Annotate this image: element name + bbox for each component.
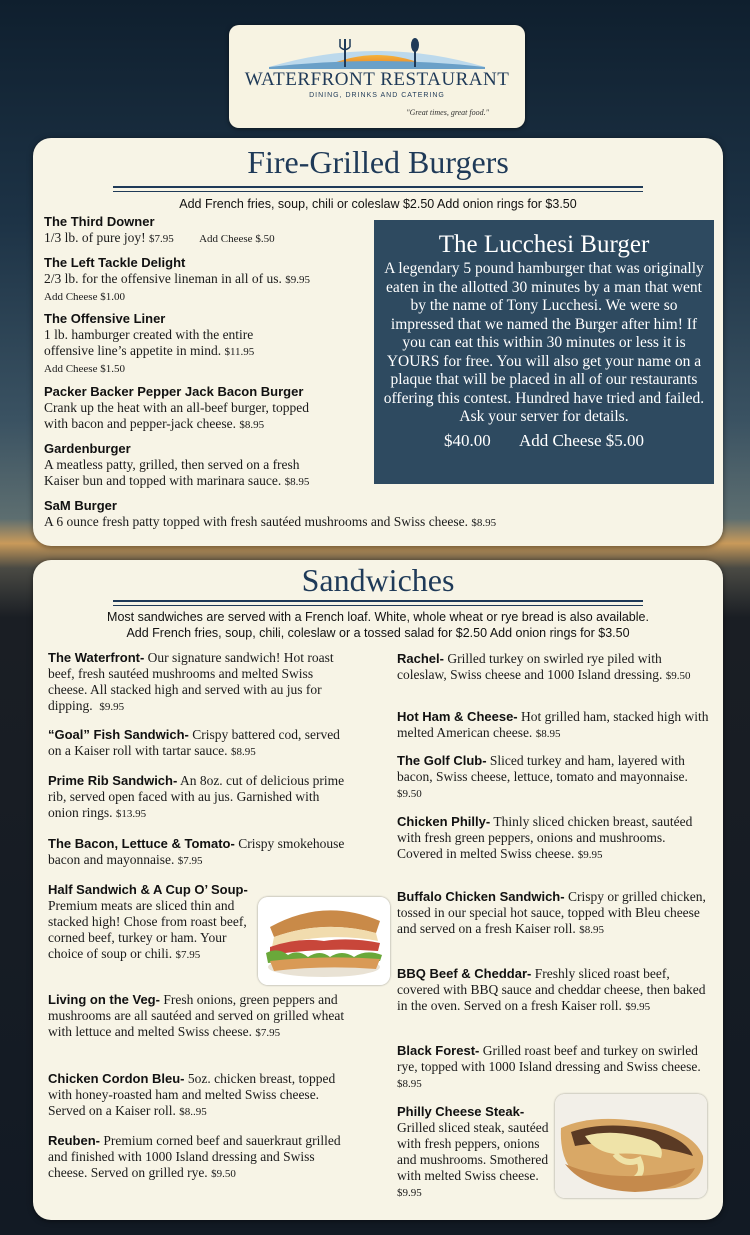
item-name: Chicken Cordon Bleu- <box>48 1071 185 1086</box>
menu-item <box>397 1104 555 1201</box>
item-name: Half Sandwich & A Cup O’ Soup- <box>48 882 248 897</box>
burgers-note: Add French fries, soup, chili or coleslaw $2.50 Add onion rings for $3.50 <box>179 197 577 211</box>
item-desc: Thinly sliced chicken breast, sautéed with fresh green peppers, onions and mushrooms. Covered in melted Swiss cheese. <box>397 814 693 861</box>
item-desc: Fresh onions, green peppers and mushrooms are all sautéed and served on grilled wheat with lettuce and melted Swiss cheese. <box>48 992 345 1039</box>
menu-item <box>44 441 374 490</box>
menu-item <box>397 1043 709 1092</box>
item-price: $9.95 <box>99 701 125 713</box>
menu-item <box>44 384 374 433</box>
item-name: Prime Rib Sandwich- <box>48 773 178 788</box>
menu-item <box>397 966 709 1015</box>
item-price: $11.95 <box>224 346 255 358</box>
blt-sandwich-image <box>258 897 390 985</box>
special-description: A legendary 5 pound hamburger that was originally eaten in the allotted 30 minutes by a man that went by the name of Tony Lucchesi. We were so impressed that we named the Burger after him! If you can eat this within 30 minutes or less it is YOURS for free. You will also get your name on a plaque that will be placed in all of our restaurants offering this contest. Hundred have tried and failed. Ask your server for details. <box>383 260 705 425</box>
item-desc: Grilled roast beef and turkey on swirled rye, topped with 1000 Island dressing and Swiss cheese. <box>397 1043 701 1074</box>
item-extra: Add Cheese $.50 <box>199 233 275 245</box>
item-name: Rachel- <box>397 651 444 666</box>
logo-tagline: "Great times, great food." <box>406 108 489 117</box>
item-price: $9.50 <box>665 670 691 682</box>
item-desc: Crank up the heat with an all-beef burger, topped <box>44 400 309 415</box>
item-name: Buffalo Chicken Sandwich- <box>397 889 565 904</box>
divider <box>113 605 643 606</box>
menu-item <box>44 498 714 531</box>
special-price: $40.00 <box>443 430 491 450</box>
item-name: Chicken Philly- <box>397 814 491 829</box>
item-price: $13.95 <box>115 808 147 820</box>
sandwich-icon <box>258 897 390 985</box>
logo-subtitle: DINING, DRINKS AND CATERING <box>309 92 445 99</box>
special-extra: Add Cheese $5.00 <box>518 430 645 450</box>
item-price: $8.95 <box>535 728 561 740</box>
note-line: Add French fries, soup, chili, coleslaw or a tossed salad for $2.50 Add onion rings for $3.50 <box>126 626 630 640</box>
item-desc: Sliced turkey and ham, layered with bacon, Swiss cheese, lettuce, tomato and mayonnaise. <box>397 753 688 784</box>
item-desc: 5oz. chicken breast, topped with honey-roasted ham and melted Swiss cheese. Served on a Kaiser roll. <box>48 1071 336 1118</box>
item-desc: Freshly sliced roast beef, covered with BBQ sauce and cheddar cheese, then baked in the oven. Served on a fresh Kaiser roll. <box>397 966 706 1013</box>
item-desc: 2/3 lb. for the offensive lineman in all of us. <box>44 271 282 286</box>
item-desc: Hot grilled ham, stacked high with melted American cheese. <box>397 709 709 740</box>
item-price: $7.95 <box>175 949 201 961</box>
logo-name: WATERFRONT RESTAURANT <box>244 69 510 90</box>
item-desc: Grilled turkey on swirled rye piled with coleslaw, Swiss cheese and 1000 Island dressing. <box>397 651 663 682</box>
divider <box>113 186 643 188</box>
divider <box>113 191 643 192</box>
item-price: $7.95 <box>255 1027 281 1039</box>
item-desc: Crispy or grilled chicken, tossed in our special hot sauce, topped with Bleu cheese and served on a fresh Kaiser roll. <box>397 889 706 936</box>
menu-item <box>44 214 364 247</box>
special-price-line <box>374 431 714 451</box>
menu-item <box>48 727 348 760</box>
item-price: $7.95 <box>148 233 174 245</box>
item-desc: Premium corned beef and sauerkraut grilled and finished with 1000 Island dressing and Swiss cheese. Served on grilled rye. <box>48 1133 341 1180</box>
divider <box>113 600 643 602</box>
sandwiches-title: Sandwiches <box>301 562 455 598</box>
menu-item <box>44 255 374 305</box>
item-extra: Add Cheese $1.00 <box>44 291 125 303</box>
menu-item <box>48 1071 348 1120</box>
item-price: $9.50 <box>397 788 422 800</box>
menu-item <box>397 651 709 684</box>
item-name: The Offensive Liner <box>44 311 166 326</box>
item-price: $9.95 <box>625 1001 651 1013</box>
item-name: SaM Burger <box>44 498 117 513</box>
menu-item <box>48 836 348 869</box>
item-desc: Kaiser bun and topped with marinara sauce. <box>44 473 282 488</box>
item-price: $8.95 <box>397 1078 422 1090</box>
item-desc: A 6 ounce fresh patty topped with fresh sautéed mushrooms and Swiss cheese. <box>44 514 469 529</box>
menu-item <box>397 889 709 938</box>
item-desc: A meatless patty, grilled, then served on a fresh <box>44 457 300 472</box>
item-name: Packer Backer Pepper Jack Bacon Burger <box>44 384 304 399</box>
item-name: BBQ Beef & Cheddar- <box>397 966 532 981</box>
item-extra: Add Cheese $1.50 <box>44 363 125 375</box>
item-price: $9.50 <box>211 1168 236 1180</box>
menu-item <box>44 311 374 377</box>
item-price: $9.95 <box>397 1187 422 1199</box>
item-name: Hot Ham & Cheese- <box>397 709 518 724</box>
sandwiches-note <box>33 609 723 641</box>
item-desc: 1 lb. hamburger created with the entire <box>44 327 254 342</box>
menu-item <box>397 709 709 742</box>
menu-item <box>48 1133 348 1182</box>
menu-item <box>48 773 348 822</box>
lucchesi-special-box <box>374 220 714 484</box>
item-desc: 1/3 lb. of pure joy! <box>44 230 146 245</box>
cheese-steak-icon <box>555 1094 707 1198</box>
item-desc: An 8oz. cut of delicious prime rib, served open faced with au jus. Garnished with onion rings. <box>48 773 345 820</box>
item-name: The Left Tackle Delight <box>44 255 186 270</box>
menu-item <box>48 650 348 715</box>
item-desc: Our signature sandwich! Hot roast beef, fresh sautéed mushrooms and melted Swiss cheese. All stacked high and served with au jus for dipping. <box>48 650 334 713</box>
item-name: Reuben- <box>48 1133 100 1148</box>
item-desc: Premium meats are sliced thin and stacked high! Chose from roast beef, corned beef, turkey or ham. Your choice of soup or chili. <box>48 898 247 961</box>
item-price: $8.95 <box>579 924 604 936</box>
menu-item <box>397 814 709 863</box>
cheese-steak-image <box>555 1094 707 1198</box>
item-name: Gardenburger <box>44 441 131 456</box>
item-name: The Golf Club- <box>397 753 487 768</box>
item-price: $8.95 <box>471 517 497 529</box>
item-name: The Third Downer <box>44 214 155 229</box>
item-name: “Goal” Fish Sandwich- <box>48 727 189 742</box>
item-name: Living on the Veg- <box>48 992 160 1007</box>
item-price: $9.95 <box>577 849 603 861</box>
menu-item <box>48 992 348 1041</box>
item-name: Black Forest- <box>397 1043 480 1058</box>
item-desc: Grilled sliced steak, sautéed with fresh peppers, onions and mushrooms. Smothered with melted Swiss cheese. <box>397 1120 549 1183</box>
item-desc: Crispy battered cod, served on a Kaiser roll with tartar sauce. <box>48 727 340 758</box>
special-title: The Lucchesi Burger <box>438 231 650 258</box>
burgers-title: Fire-Grilled Burgers <box>247 144 509 180</box>
item-desc: Crispy smokehouse bacon and mayonnaise. <box>48 836 345 867</box>
item-price: $8.95 <box>239 419 265 431</box>
item-price: $8..95 <box>179 1106 207 1118</box>
item-price: $9.95 <box>285 274 310 286</box>
menu-item <box>397 753 709 802</box>
item-desc: with bacon and pepper-jack cheese. <box>44 416 237 431</box>
item-name: Philly Cheese Steak- <box>397 1104 525 1119</box>
item-price: $7.95 <box>177 855 203 867</box>
note-line: Most sandwiches are served with a French loaf. White, whole wheat or rye bread is also available. <box>107 610 649 624</box>
item-price: $8.95 <box>284 476 310 488</box>
restaurant-logo <box>229 25 525 128</box>
menu-item <box>48 882 253 963</box>
item-desc: offensive line’s appetite in mind. <box>44 343 222 358</box>
item-name: The Bacon, Lettuce & Tomato- <box>48 836 235 851</box>
item-price: $8.95 <box>230 746 256 758</box>
item-name: The Waterfront- <box>48 650 145 665</box>
